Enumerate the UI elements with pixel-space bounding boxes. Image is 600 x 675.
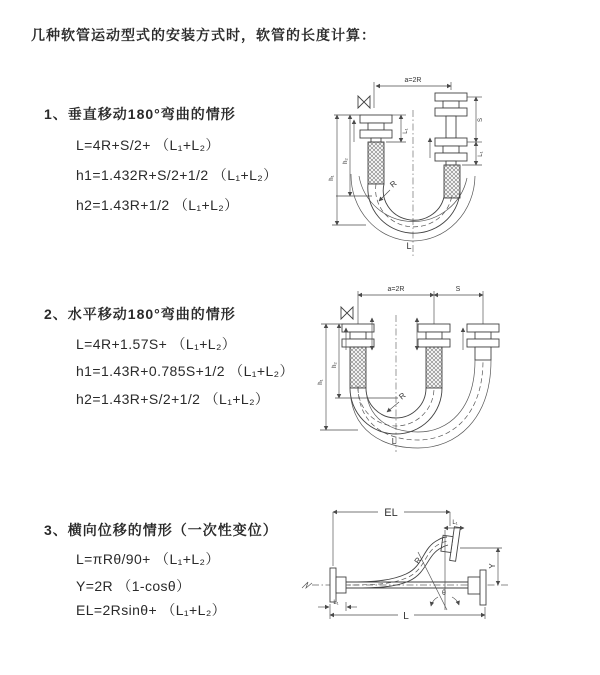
section-3-formula-L: L=πRθ/90+ （L₁+L₂） <box>76 551 220 567</box>
label-a2r: a=2R <box>404 77 422 84</box>
section-2-heading: 2、水平移动180°弯曲的情形 <box>44 306 236 322</box>
label-y: Y <box>488 563 497 569</box>
middle-flange <box>418 324 450 347</box>
dim-el <box>333 507 450 566</box>
section-3-formula-EL: EL=2Rsinθ+ （L₁+L₂） <box>76 602 227 618</box>
section-1-formula-L: L=4R+S/2+ （L₁+L₂） <box>76 137 220 153</box>
section-2-formula-h1: h1=1.43R+0.785S+1/2 （L₁+L₂） <box>76 363 294 379</box>
valve-icon <box>341 307 353 319</box>
label-l: L <box>391 437 397 446</box>
section-1-formula-h1: h1=1.432R+S/2+1/2 （L₁+L₂） <box>76 167 278 183</box>
section-1-heading: 1、垂直移动180°弯曲的情形 <box>44 106 236 122</box>
label-s: S <box>455 286 461 293</box>
label-h1: h₁ <box>318 379 324 385</box>
right-flange-upper <box>435 93 467 116</box>
label-l: L <box>406 241 412 251</box>
braided-hose-left <box>368 142 384 184</box>
section-2-formula-L: L=4R+1.57S+ （L₁+L₂） <box>76 336 237 352</box>
right-pipe-stem <box>446 116 456 138</box>
braided-hose-right <box>444 165 460 198</box>
dim-a2r <box>374 77 451 108</box>
diagram-lateral-displacement <box>298 498 598 663</box>
left-flange <box>360 115 392 142</box>
dim-a2r <box>358 286 483 324</box>
label-a2r: a=2R <box>387 286 405 293</box>
section-3-heading: 3、横向位移的情形（一次性变位） <box>44 522 278 538</box>
label-h1: h₁ <box>329 175 335 181</box>
dim-l1-left <box>318 600 357 611</box>
label-r: R <box>397 390 408 402</box>
label-l: L <box>403 611 409 622</box>
label-r: R <box>412 555 424 566</box>
braided-hose-left <box>350 347 366 388</box>
label-h2: h₂ <box>343 158 349 164</box>
section-3-formula-Y: Y=2R （1-cosθ） <box>76 578 191 594</box>
right-flange <box>467 324 499 360</box>
radius-callout <box>387 391 408 412</box>
diagram-vertical-180-bend <box>306 66 591 264</box>
label-l1-left: L₁ <box>403 128 409 134</box>
label-h2: h₂ <box>332 362 338 368</box>
label-l1-left: L₁ <box>333 600 339 606</box>
right-flange-lower <box>435 138 467 165</box>
label-r: R <box>388 178 399 190</box>
datum-mark <box>302 582 312 588</box>
label-l1-top: L₁ <box>452 520 458 526</box>
displaced-flange <box>440 525 461 561</box>
hose-curved <box>346 537 448 588</box>
label-theta: θ <box>442 590 446 597</box>
label-l1-right: L₁ <box>478 151 484 157</box>
braided-hose-middle <box>426 347 442 388</box>
label-s: S <box>478 117 484 123</box>
hose-bend-far <box>350 360 491 448</box>
section-1-formula-h2: h2=1.43R+1/2 （L₁+L₂） <box>76 197 239 213</box>
label-el: EL <box>384 507 398 519</box>
left-flange <box>342 324 374 347</box>
left-flange <box>330 568 346 602</box>
valve-icon <box>358 96 370 108</box>
section-2-formula-h2: h2=1.43R+S/2+1/2 （L₁+L₂） <box>76 391 270 407</box>
right-flange <box>468 570 486 605</box>
dim-s <box>467 97 484 142</box>
page-title: 几种软管运动型式的安装方式时，软管的长度计算： <box>31 27 376 43</box>
diagram-horizontal-180-bend <box>306 280 591 460</box>
